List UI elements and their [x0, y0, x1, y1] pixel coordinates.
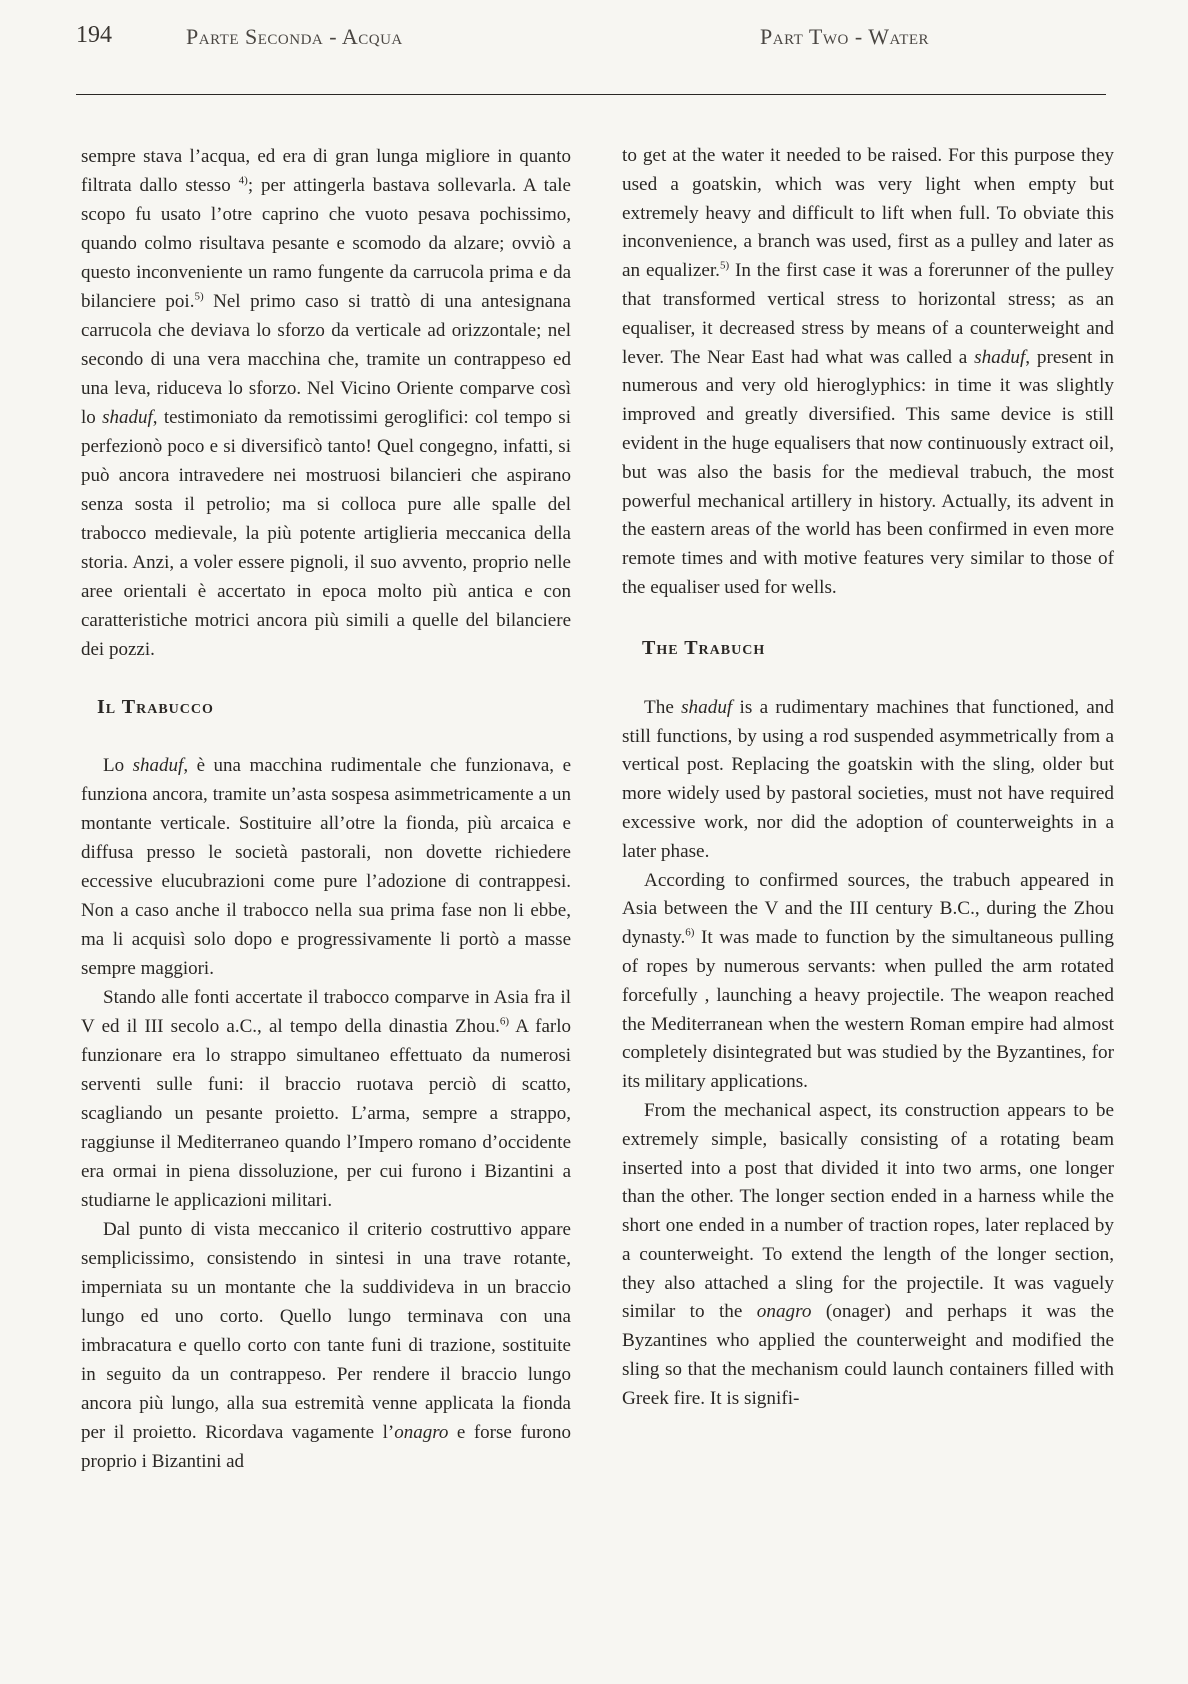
footnote-ref: 5) [719, 259, 730, 272]
paragraph: From the mechanical aspect, its construction appears to be extremely simple, basically consisting of a rotating beam inserted into a post that divided it into two arms, one longer than the other. The longer section ended in a harness while the short one ended in a number of traction ropes, later replaced by a counterweight. To extend the length of the longer section, they also attached a sling for the projectile. It was vaguely similar to the onagro (onager) and perhaps it was the Byzantines who applied the counterweight and modified the sling so that the mechanism could launch containers filled with Greek fire. It is signifi- [622, 1099, 1114, 1409]
header-rule [76, 94, 1106, 95]
paragraph: sempre stava l’acqua, ed era di gran lunga migliore in quanto filtrata dallo stesso $^{4)}$; per attingerla bastava sollevarla. A tale scopo fu usato l’otre caprino che vuoto pesava pochissimo, quando colmo risultava pesante e scomodo da alzare; ovviò a questo inconveniente un ramo fungente da carrucola prima e da bilanciere poi.$^{5)}$ Nel primo caso si trattò di una antesignana carrucola che deviava lo sforzo da verticale ad orizzontale; nel secondo di una vera macchina che, tramite un contrappeso ed una leva, riduceva lo sforzo. Nel Vicino Oriente comparve così lo shaduf, testimoniato da remotissimi geroglifici: col tempo si perfezionò poco e si diversificò tanto! Quel congegno, infatti, si può ancora intravedere nei mostruosi bilancieri che aspirano senza sosta il petrolio; ma si colloca pure alle spalle del trabocco medievale, la più potente artiglieria meccanica della storia. Anzi, a voler essere pignoli, il suo avvento, proprio nelle aree orientali è accertato in epoca molto più antica e con caratteristiche motrici ancora più simili a quelle del bilanciere dei pozzi. [81, 146, 571, 660]
paragraph: Dal punto di vista meccanico il criterio costruttivo appare semplicissimo, consistendo in sintesi in una trave rotante, imperniata su un montante che la suddivideva in un braccio lungo ed uno corto. Quello lungo terminava con una imbracatura e quello corto con tante funi di trazione, sostituite in seguito da un contrappeso. Per rendere il braccio lungo ancora più lungo, alla sua estremità venne applicata la fionda per il proietto. Ricordava vagamente l’onagro e forse furono proprio i Bizantini ad [81, 1219, 571, 1472]
paragraph: to get at the water it needed to be raised. For this purpose they used a goatskin, which was very light when empty but extremely heavy and difficult to lift when full. To obviate this inconvenience, a branch was used, first as a pulley and later as an equalizer.$^{5)}$ In the first case it was a forerunner of the pulley that transformed vertical stress to horizontal stress; as an equaliser, it decreased stress by means of a counterweight and lever. The Near East had what was called a shaduf, present in numerous and very old hieroglyphics: in time it was slightly improved and greatly diversified. This same device is still evident in the huge equalisers that now continuously extract oil, but was also the basis for the medieval trabuch, the most powerful mechanical artillery in history. Actually, its advent in the eastern areas of the world has been confirmed in even more remote times and with motive features very similar to those of the equaliser used for wells. [622, 145, 1114, 598]
italian-column [81, 142, 571, 1476]
paragraph: Stando alle fonti accertate il trabocco comparve in Asia fra il V ed il III secolo a.C., al tempo della dinastia Zhou.$^{6)}$ A farlo funzionare era lo strappo simultaneo effettuato da numerosi serventi sulle funi: il braccio ruotava perciò di scatto, scagliando un pesante proietto. L’arma, sempre a strappo, raggiunse il Mediterraneo quando l’Impero romano d’occidente era ormai in piena dissoluzione, per cui furono i Bizantini a studiarne le applicazioni militari. [81, 987, 572, 1211]
paragraph: The shaduf is a rudimentary machines that functioned, and still functions, by using a rod suspended asymmetrically from a vertical post. Replacing the goatskin with the sling, older but more widely used by pastoral societies, must not have required excessive work, nor did the adoption of counterweights in a later phase. [622, 696, 1114, 862]
footnote-ref: 5) [194, 290, 204, 303]
footnote-ref: 4) [238, 174, 248, 187]
section-heading: The Trabuch [642, 636, 766, 659]
running-title-english: Part Two - Water [760, 24, 930, 49]
paragraph: According to confirmed sources, the trabuch appeared in Asia between the V and the III century B.C., during the Zhou dynasty.$^{6)}$ It was made to function by the simultaneous pulling of ropes by numerous servants: when pulled the arm rotated forcefully , launching a heavy projectile. The weapon reached the Mediterranean when the western Roman empire had almost completely disintegrated but was studied by the Byzantines, for its military applications. [622, 869, 1114, 1093]
paragraph: Lo shaduf, è una macchina rudimentale che funzionava, e funziona ancora, tramite un’asta sospesa asimmetricamente a un montante verticale. Sostituire all’otre la fionda, più arcaica e diffusa presso le società pastorali, non dovette richiedere eccessive elucubrazioni come pure l’adozione di contrappesi. Non a caso anche il trabocco nella sua prima fase non li ebbe, ma li acquisì solo dopo e progressivamente li portò a masse sempre maggiori. [81, 755, 571, 979]
section-heading: Il Trabucco [97, 696, 214, 718]
running-title-italian: Parte Seconda - Acqua [186, 24, 403, 49]
page-number: 194 [76, 22, 112, 48]
footnote-ref: 6) [685, 926, 695, 939]
footnote-ref: 6) [499, 1015, 510, 1028]
page-header [76, 22, 1106, 62]
english-column [622, 142, 1114, 1414]
